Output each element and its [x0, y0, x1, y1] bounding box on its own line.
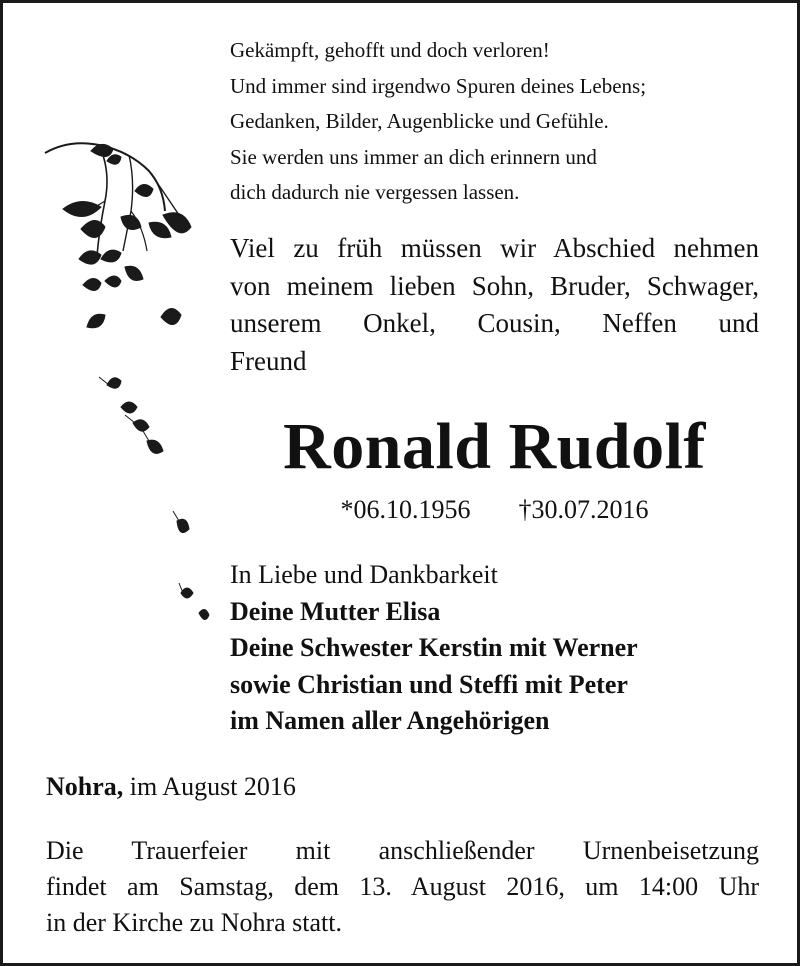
place: Nohra, [46, 772, 124, 801]
deceased-name: Ronald Rudolf [283, 410, 706, 483]
mourner-line: im Namen aller Angehörigen [230, 706, 550, 735]
poem-line: Gedanken, Bilder, Augenblicke und Gefühle. [230, 109, 609, 133]
poem-line: dich dadurch nie vergessen lassen. [230, 180, 520, 204]
poem [230, 33, 770, 211]
funeral-notice [46, 833, 759, 941]
mourners-intro: In Liebe und Dankbarkeit [230, 560, 498, 589]
intro-line: unserem Onkel, Cousin, Neffen und [230, 308, 759, 338]
notice-line: Die Trauerfeier mit anschließender Urnenbeisetzung [46, 836, 759, 865]
mourners [230, 557, 770, 740]
mourner-line: Deine Mutter Elisa [230, 596, 441, 626]
place-date [46, 769, 296, 805]
intro-line: von meinem lieben Sohn, Bruder, Schwager, [230, 270, 759, 301]
death-date: †30.07.2016 [518, 495, 649, 524]
date: im August 2016 [129, 772, 296, 801]
notice-line: in der Kirche zu Nohra statt. [46, 908, 343, 937]
intro-line: Viel zu früh müssen wir Abschied nehmen [230, 233, 759, 263]
birch-branch-icon [39, 131, 219, 641]
poem-line: Und immer sind irgendwo Spuren deines Lebens; [230, 73, 647, 98]
farewell-intro [230, 230, 759, 380]
mourner-line: sowie Christian und Steffi mit Peter [230, 669, 628, 699]
life-dates [230, 493, 759, 527]
mourner-line: Deine Schwester Kerstin mit Werner [230, 633, 638, 662]
intro-line: Freund [230, 345, 307, 376]
notice-line: findet am Samstag, dem 13. August 2016, um 14:00 Uhr [46, 872, 759, 901]
poem-line: Sie werden uns immer an dich erinnern und [230, 144, 597, 169]
poem-line: Gekämpft, gehofft und doch verloren! [230, 38, 550, 62]
birth-date: *06.10.1956 [340, 495, 471, 524]
